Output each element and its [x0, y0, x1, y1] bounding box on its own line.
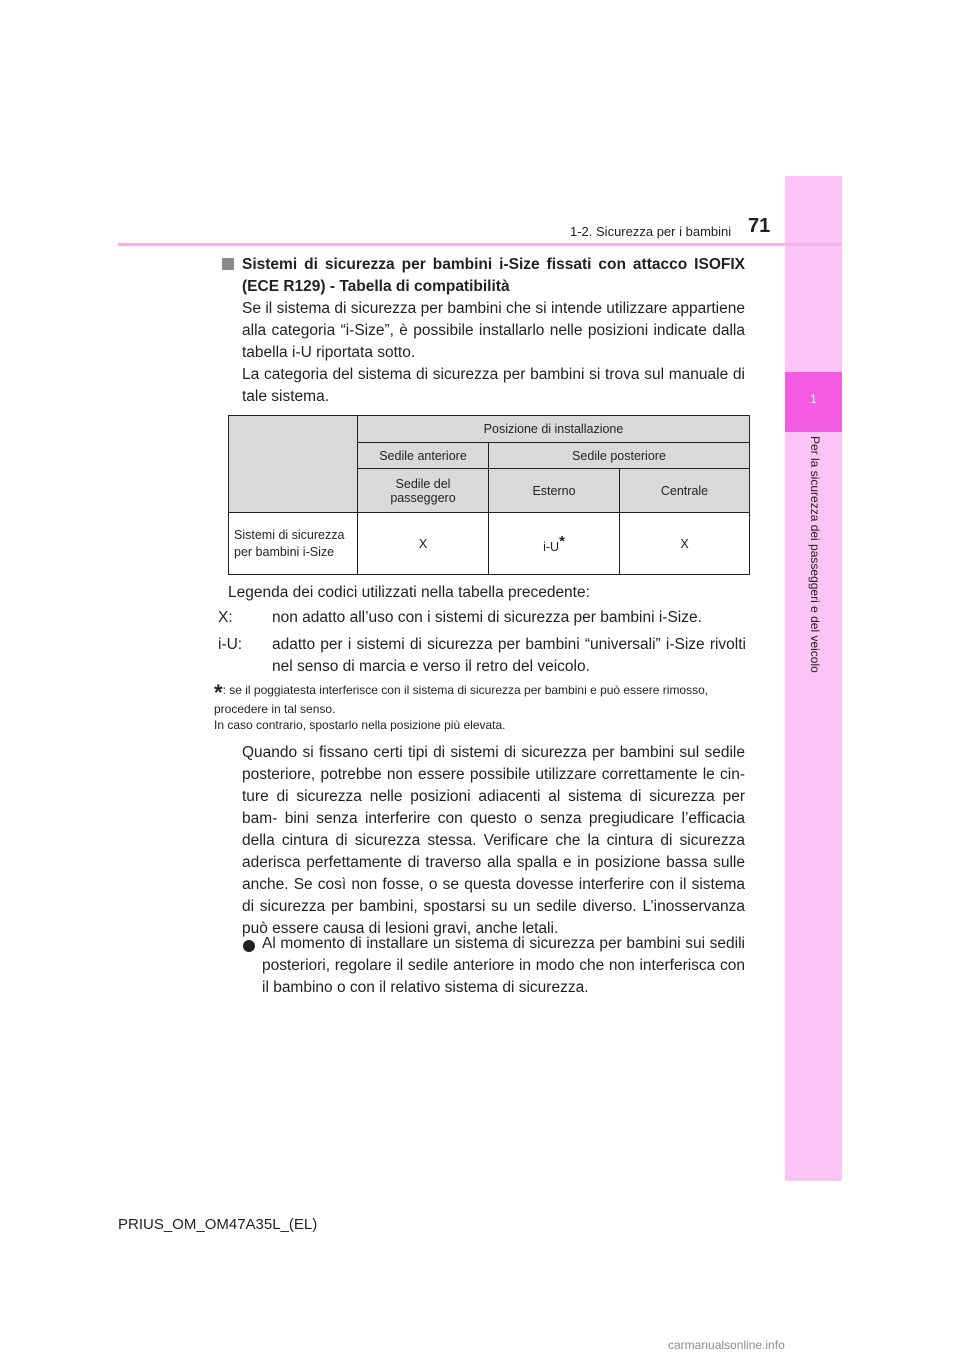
- side-tab-chapter-number: 1: [810, 392, 817, 406]
- legend-text-iu: adatto per i sistemi di sicurezza per bambini “universali” i-Size rivolti nel senso di marcia e verso il retro del veicolo.: [272, 636, 746, 675]
- intro-paragraph: Se il sistema di sicurezza per bambini che si intende utilizzare appartiene alla categoria “i-Size”, è possibile installarlo nelle posizioni indicate dalla tabella i-U riportata sotto.: [242, 300, 745, 361]
- warning-paragraph: Quando si fissano certi tipi di sistemi di sicurezza per bambini sul sedile posteriore, potrebbe non essere possibile utilizzare correttamente le cin- ture di sicurezza nelle posizioni adiacenti al sistema di sicurezza per bam- bini senza interferire con questo o senza pregiudicare l’efficacia della cintura di sicurezza stessa. Verificare che la cintura di sicurezza aderisca perfettamente di traverso alla spalla e in posizione bassa sulle anche. Se così non fosse, o se questa dovesse interferire con il sistema di sicurezza per bambini, spostarsi su un sedile diverso. L’inosservanza può essere causa di lesioni gravi, anche letali.: [242, 744, 745, 937]
- table-header-position: Posizione di installazione: [358, 416, 750, 443]
- side-tab-chapter-title: Per la sicurezza dei passeggeri e del veicolo: [808, 436, 822, 673]
- section-heading: Sistemi di sicurezza per bambini i-Size fissati con attacco ISOFIX (ECE R129) - Tabella di compatibilità: [242, 256, 745, 295]
- table-header-rear: Sedile posteriore: [489, 443, 750, 469]
- legend-code-x: X:: [218, 609, 233, 626]
- table-header-center: Centrale: [620, 469, 750, 513]
- legend-item-x: [218, 607, 746, 629]
- footer-code: PRIUS_OM_OM47A35L_(EL): [118, 1216, 318, 1233]
- footnote-text: : se il poggiatesta interferisce con il sistema di sicurezza per bambini e può essere rimosso, procedere in tal senso.: [214, 683, 709, 716]
- table-cell-outer: [489, 513, 620, 575]
- table-cell-center: X: [620, 513, 750, 575]
- bullet-icon: [243, 940, 255, 952]
- footnote: [214, 682, 746, 733]
- table-header-passenger: Sedile del passeggero: [358, 469, 489, 513]
- footnote-text-2: In caso contrario, spostarlo nella posizione più elevata.: [214, 718, 506, 732]
- legend-text-x: non adatto all’uso con i sistemi di sicurezza per bambini i-Size.: [272, 609, 702, 626]
- table-corner-cell: [229, 416, 358, 513]
- heading-square-icon: [222, 258, 234, 270]
- table-cell-passenger: X: [358, 513, 489, 575]
- legend-code-iu: i-U:: [218, 636, 243, 653]
- page-number: 71: [748, 215, 771, 237]
- bullet-text: Al momento di installare un sistema di sicurezza per bambini sui sedili posteriori, regolare il sedile anteriore in modo che non interferisca con il bambino o con il relativo sistema di sicurezza.: [262, 935, 745, 996]
- table-header-front: Sedile anteriore: [358, 443, 489, 469]
- section-label: 1-2. Sicurezza per i bambini: [570, 224, 732, 239]
- intro-paragraph-2: La categoria del sistema di sicurezza per bambini si trova sul manuale di tale sistema.: [242, 366, 745, 405]
- compatibility-table: [228, 415, 750, 575]
- legend-item-iu: [218, 634, 746, 678]
- watermark: carmanualsonline.info: [668, 1338, 785, 1352]
- legend-intro: Legenda dei codici utilizzati nella tabella precedente:: [228, 584, 590, 601]
- table-header-outer: Esterno: [489, 469, 620, 513]
- table-cell-outer-footnote-mark: *: [559, 532, 565, 550]
- footnote-mark: *: [214, 680, 223, 705]
- table-cell-outer-value: i-U: [543, 540, 560, 555]
- table-row-label: Sistemi di sicurezza per bambini i-Size: [229, 513, 358, 575]
- header-divider: [118, 243, 842, 246]
